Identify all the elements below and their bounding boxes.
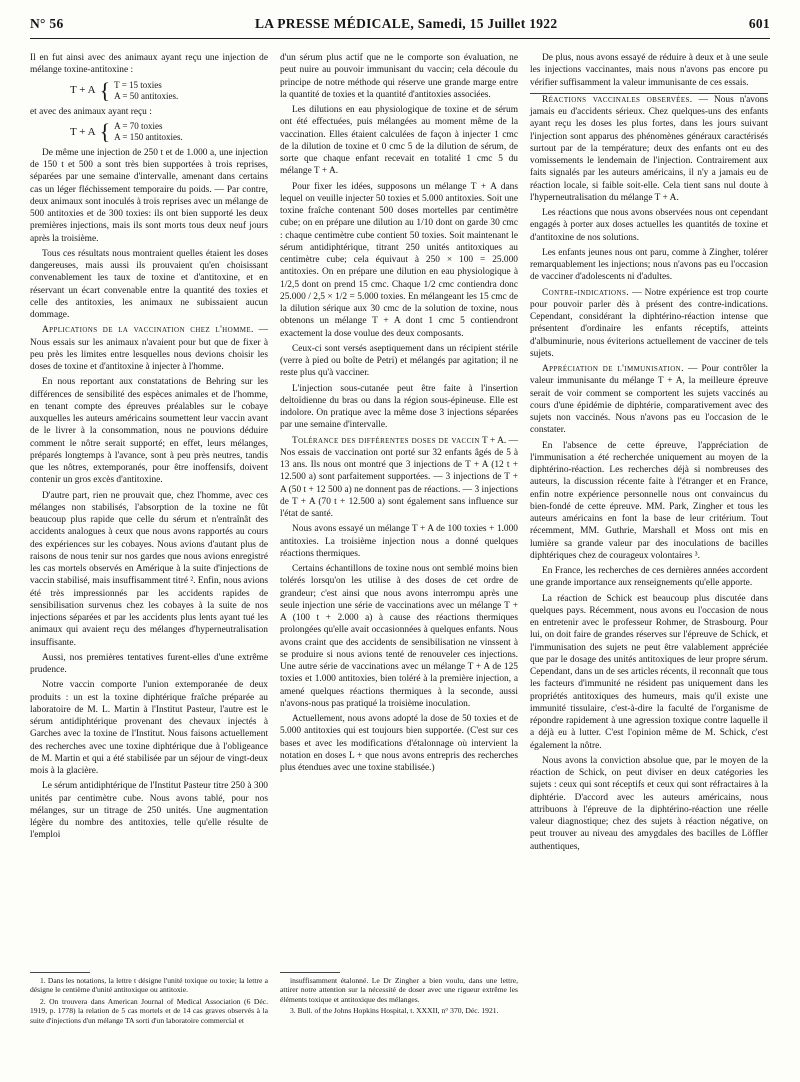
- section-text: T + A. — Nos essais de vaccination ont porté sur 32 enfants âgés de 5 à 13 ans. Ils nous ont montré que 3 injections de T + A (12 t + 12.500 a) sont parfaitement supportées. — 3 injections de T + A (50 t + 12 500 a) ne donnent pas de réactions. — 3 injections de T + A (70 t + 12.500 a) sont également sans influence sur l'état de santé.: [280, 435, 518, 519]
- footnote-column-2: [280, 972, 518, 1027]
- paragraph: Nous avons la conviction absolue que, par le moyen de la réaction de Schick, on peut diviser en deux catégories les sujets : ceux qui sont réceptifs et ceux qui sont réfractaires à la diphtérie. D'accord avec les auteurs américains, nous attribuons à l'épreuve de la diphtérino-réaction une réelle valeur diagnostique; chez des sujets à réaction négative, on peut trouver au niveau des amygdales des bacilles de Löffler authentiques,: [530, 755, 768, 852]
- paragraph: d'un sérum plus actif que ne le comporte son évaluation, ne peut nuire au pouvoir immunisant du vaccin; cela découle du principe de notre méthode qui réserve une grande marge entre la quantité de toxies et la quantité d'antitoxies associées.: [280, 53, 518, 100]
- page-header: [30, 16, 770, 39]
- section-heading: Applications de la vaccination chez l'homme.: [42, 325, 254, 336]
- formula-rhs: [114, 121, 183, 143]
- section-text: — Nous n'avons jamais eu d'accidents sérieux. Chez quelques-uns des enfants ayant reçu les doses les plus fortes, dans les jours suivant l'injection sont apparus des phénomènes généraux caractérisés surtout par de la température; deux des enfants ont eu des vomissements le lendemain de l'injection. Contrairement aux faits signalés par les auteurs américains, il n'y a jamais eu de réaction locale, si faible soit-elle. Cela tient sans nul doute à l'hyperneutralisation du mélange T + A.: [530, 94, 768, 203]
- brace-glyph: {: [99, 77, 111, 103]
- paragraph: En France, les recherches de ces dernières années accordent une grande importance aux renseignements qu'elle apporte.: [530, 566, 768, 589]
- page-number-left: N° 56: [30, 16, 64, 31]
- formula: [70, 118, 268, 144]
- footnote: 1. Dans les notations, la lettre t désigne l'unité toxique ou toxie; la lettre a désigne le centième d'unité antitoxique ou antitoxie.: [30, 976, 268, 995]
- section-text: — Pour contrôler la valeur immunisante du mélange T + A, la meilleure épreuve serait de voir comment se comportent les sujets vaccinés au cours d'une épidémie de diphtérie, comparativement avec des sujets non vaccinés. Nous n'avons pas eu l'occasion de le constater.: [530, 364, 768, 436]
- section-paragraph: [530, 363, 768, 437]
- footnote-separator: [30, 972, 90, 973]
- paragraph: En l'absence de cette épreuve, l'appréciation de l'immunisation a été recherchée uniquement au moyen de la diphtérino-réaction. Les recherches déjà si nombreuses des auteurs, la discussion récente faite à l'étranger et en France, enfin notre expérience personnelle nous ont convaincus du bien-fondé de cette épreuve. MM. Park, Zingher et tous les auteurs américains en font la base de leur critérium. Tout récemment, MM. Guthrie, Marshall et Moss ont mis en lumière sa grande valeur par des inoculations de bacilles diphtériques chez de courageux volontaires ³.: [530, 440, 768, 561]
- footnote-column-3: [530, 972, 768, 1027]
- formula-line: A = 150 antitoxies.: [114, 131, 183, 142]
- text-columns: [30, 52, 770, 856]
- formula: [70, 77, 268, 103]
- paragraph: et avec des animaux ayant reçu :: [30, 106, 152, 117]
- footnote-column-1: [30, 972, 268, 1027]
- paragraph: En nous reportant aux constatations de Behring sur les différences de sensibilité des espèces animales et de l'homme, en tenant compte des épreuves préalables sur le cobaye auxquelles les auteurs américains soumettent leur vaccin avant de le livrer à la consommation, nous ne pouvions déduire comment le nôtre serait supporté; en effet, leurs mélanges, préparés longtemps à l'avance, sont à peu près neutres, tandis que les nôtres, extemporanés, pour être inoffensifs, doivent contenir un gros excès d'antitoxine.: [30, 377, 268, 486]
- page-number-right: 601: [748, 16, 770, 31]
- paragraph: Actuellement, nous avons adopté la dose de 50 toxies et de 5.000 antitoxies qui est toujours bien supportée. (C'est sur ces bases et avec les modifications d'étalonnage où intervient la notation en doses L + que nous avons entrepris des recherches plus étendues avec une toxine stabilisée.): [280, 714, 518, 773]
- journal-title: LA PRESSE MÉDICALE, Samedi, 15 Juillet 1922: [254, 16, 558, 31]
- paragraph: Les dilutions en eau physiologique de toxine et de sérum ont été effectuées, puis mélangées au moment même de la vaccination. Elles étaient calculées de façon à injecter 1 cmc de la dilution de toxine et 0 cmc 5 de la dilution de sérum, de sorte que chaque enfant recevait en totalité 1 cmc 5 du mélange T + A.: [280, 105, 518, 177]
- column-3: [530, 52, 768, 856]
- section-paragraph: [30, 324, 268, 373]
- paragraph: Ceux-ci sont versés aseptiquement dans un récipient stérile (verre à pied ou boîte de Petri) et mélangés par agitation; il ne reste plus qu'à vacciner.: [280, 343, 518, 379]
- paragraph: Notre vaccin comporte l'union extemporanée de deux produits : un est la toxine diphtérique fraîche préparée au laboratoire de M. L. Martin à l'Institut Pasteur, l'autre est le sérum antidiphtérique provenant des chevaux injectés à Garches avec la toxine de l'Institut. Nous faisons actuellement des recherches avec une toxine diphtérique due à l'obligeance de M. Martin et qui a été stabilisée par un séjour de vingt-deux mois à la glacière.: [30, 680, 268, 776]
- paragraph: De plus, nous avons essayé de réduire à deux et à une seule les injections vaccinantes, mais nous n'avons pas encore pu vérifier suffisamment la valeur immunisante de ces essais.: [530, 53, 768, 88]
- paragraph: La réaction de Schick est beaucoup plus discutée dans quelques pays. Récemment, nous avons eu l'occasion de nous en entretenir avec le professeur Rohmer, de Strasbourg. Pour lui, on doit faire de grandes réserves sur l'épreuve de Schick, et l'immunisation des sujets ne peut être valablement appréciée que par le dosage des unités antitoxiques de leur propre sérum. Cependant, dans un de ses articles récents, il reconnaît que tous les facteurs d'immunité ne résident pas uniquement dans les propriétés antitoxiques des humeurs, mais qu'il existe une immunité tissulaire, c'est-à-dire la faculté de l'organisme de répondre rapidement à une agression toxique contre laquelle il a déjà eu à lutter. C'est l'opinion même de M. Schick, c'est également la nôtre.: [530, 593, 768, 751]
- paragraph: Aussi, nos premières tentatives furent-elles d'une extrême prudence.: [30, 652, 268, 675]
- section-paragraph: [280, 435, 518, 521]
- section-heading: Contre-indications.: [542, 287, 629, 298]
- formula-line: A = 50 antitoxies.: [114, 90, 179, 101]
- paragraph: Il en fut ainsi avec des animaux ayant reçu une injection de mélange toxine-antitoxine :: [30, 53, 268, 76]
- paragraph: Les enfants jeunes nous ont paru, comme à Zingher, tolérer remarquablement les injections; nous n'avons pas eu l'occasion de vacciner d'adolescents ni d'adultes.: [530, 247, 768, 283]
- paragraph: Tous ces résultats nous montraient quelles étaient les doses dangereuses, mais aussi ils prouvaient qu'en choisissant convenablement les taux de toxine et d'antitoxine, et en réservant un écart convenable entre la quantité des toxies et celle des antitoxies, les animaux ne subissaient aucun dommage.: [30, 248, 268, 320]
- paragraph: Certains échantillons de toxine nous ont semblé moins bien tolérés lorsqu'on les utilise à des doses de cet ordre de grandeur; c'est ainsi que nous avons interrompu après une seule injection une série de vaccinations avec un mélange T + A (100 t + 2.000 a) à cause des réactions thermiques prolongées qu'elle avait occasionnées à quelques enfants. Nous avons craint que des accidents de sensibilisation ne vinssent à se produire si nous avions tenté de renouveler ces injections. Une autre série de vaccinations avec un mélange T + A de 125 toxies et 1.000 antitoxies, bien toléré à la première injection, a amené quelques réactions thermiques à la seconde, aussi n'avons-nous pas pratiqué la troisième inoculation.: [280, 564, 518, 709]
- paragraph: L'injection sous-cutanée peut être faite à l'insertion deltoïdienne du bras ou dans la région sous-épineuse. Elle est indolore. On pratique avec la même dose 3 injections séparées par une semaine d'intervalle.: [280, 383, 518, 431]
- paragraph: Pour fixer les idées, supposons un mélange T + A dans lequel on veuille injecter 50 toxies et 5.000 antitoxies. Soit une toxine fraîche contenant 500 doses mortelles par centimètre cube; on en prépare une dilution au 1/10 dont on garde 30 cmc : chaque centimètre cube contient 50 toxies. Soit maintenant le sérum antidiphtérique, titrant 250 unités antitoxiques au centimètre cube; cela équivaut à 250 × 100 = 25.000 antitoxies. On en prépare une dilution en eau physiologique à 1/2,5 dont on prend 15 cmc. Chaque 1/2 cmc contiendra donc 25.000 / 2,5 × 1/2 = 5.000 toxies. En mélangeant les 15 cmc de la dilution sérique aux 30 cmc de la solution de toxine, nous obtenons un mélange T + A dont 1 cmc 5 contiendront exactement la dose voulue des deux composants.: [280, 181, 518, 339]
- section-paragraph: [530, 94, 768, 204]
- section-heading: Appréciation de l'immunisation.: [542, 364, 684, 374]
- formula-rhs: [114, 80, 178, 102]
- brace-glyph: {: [99, 118, 111, 144]
- paragraph: D'autre part, rien ne prouvait que, chez l'homme, avec ces mélanges non stabilisés, l'absorption de la toxine ne fût beaucoup plus rapide que celle du sérum et n'entraînât des accidents analogues à ceux que nous avons rapportés au cours des expériences sur les cobayes. Nous avions d'autant plus de raisons de nous tenir sur nos gardes que nous avions enregistré les cas mortels observés en Amérique à la suite d'injections de vaccin stabilisé, mais insuffisamment titré ². Enfin, nous avions été très impressionnés par les accidents rapides de sensibilisation survenus chez les cobayes à la suite de nos injections séparées et par les accidents plus lents ayant tué les animaux qui avaient reçu des mélanges d'hyperneutralisation insuffisante.: [30, 490, 268, 648]
- column-2: [280, 52, 518, 856]
- section-text: — Notre expérience est trop courte pour pouvoir parler dès à présent des contre-indications. Cependant, considérant la diphtérino-réaction intense que présentent d'ordinaire les enfants réceptifs, atteints d'albuminurie, nous éviterions actuellement de vacciner de tels sujets.: [530, 287, 768, 359]
- footnote: insuffisamment étalonné. Le Dr Zingher a bien voulu, dans une lettre, attirer notre attention sur la nécessité de doser avec une rigueur extrême les éléments toxique et antitoxique des mélanges.: [280, 976, 518, 1004]
- footnotes: [30, 972, 770, 1027]
- paragraph: Nous avons essayé un mélange T + A de 100 toxies + 1.000 antitoxies. La troisième injection nous a donné quelques réactions thermiques.: [280, 524, 518, 559]
- footnote-separator: [280, 972, 340, 973]
- paragraph: Le sérum antidiphtérique de l'Institut Pasteur titre 250 à 300 unités par centimètre cube. Nous avons tablé, pour nos mélanges, sur un titrage de 250 unités. Une augmentation légère du nombre des antitoxies, telle qu'elle résulte de l'emploi: [30, 781, 268, 841]
- column-1: [30, 52, 268, 856]
- section-text: — Nous essais sur les animaux n'avaient pour but que de fixer à peu près les limites entre lesquelles nous devions choisir les doses de toxine et d'antitoxine à injecter à l'homme.: [30, 325, 268, 372]
- footnote: 3. Bull. of the Johns Hopkins Hospital, t. XXXII, n° 370, Déc. 1921.: [290, 1006, 499, 1016]
- formula-lhs: T + A: [70, 84, 96, 97]
- formula-line: A = 70 toxies: [114, 120, 163, 131]
- footnote: 2. On trouvera dans American Journal of Medical Association (6 Déc. 1919, p. 1778) la relation de 5 cas mortels et de 14 cas graves observés à la suite d'injections d'un mélange TA sorti d'un laboratoire commercial et: [30, 996, 268, 1025]
- section-heading: Réactions vaccinales observées.: [542, 94, 693, 105]
- section-paragraph: [530, 287, 768, 361]
- formula-lhs: T + A: [70, 125, 96, 138]
- formula-line: T = 15 toxies: [114, 79, 162, 90]
- paragraph: Les réactions que nous avons observées nous ont cependant engagés à porter aux doses actuelles les quantités de toxine et d'antitoxine de nos solutions.: [530, 208, 768, 243]
- section-heading: Tolérance des différentes doses de vaccin: [292, 435, 480, 446]
- paragraph: De même une injection de 250 t et de 1.000 a, une injection de 150 t et 500 a sont très bien supportées à trois reprises, séparées par une semaine d'intervalle, amenant dans certains cas un léger fléchissement temporaire du poids. — Par contre, deux animaux sont inoculés à trois reprises avec un mélange de 500 antitoxies et de 300 toxies: ils ont bien supporté les deux premières injections, mais ils sont morts tous deux neuf jours après la troisième.: [30, 147, 268, 244]
